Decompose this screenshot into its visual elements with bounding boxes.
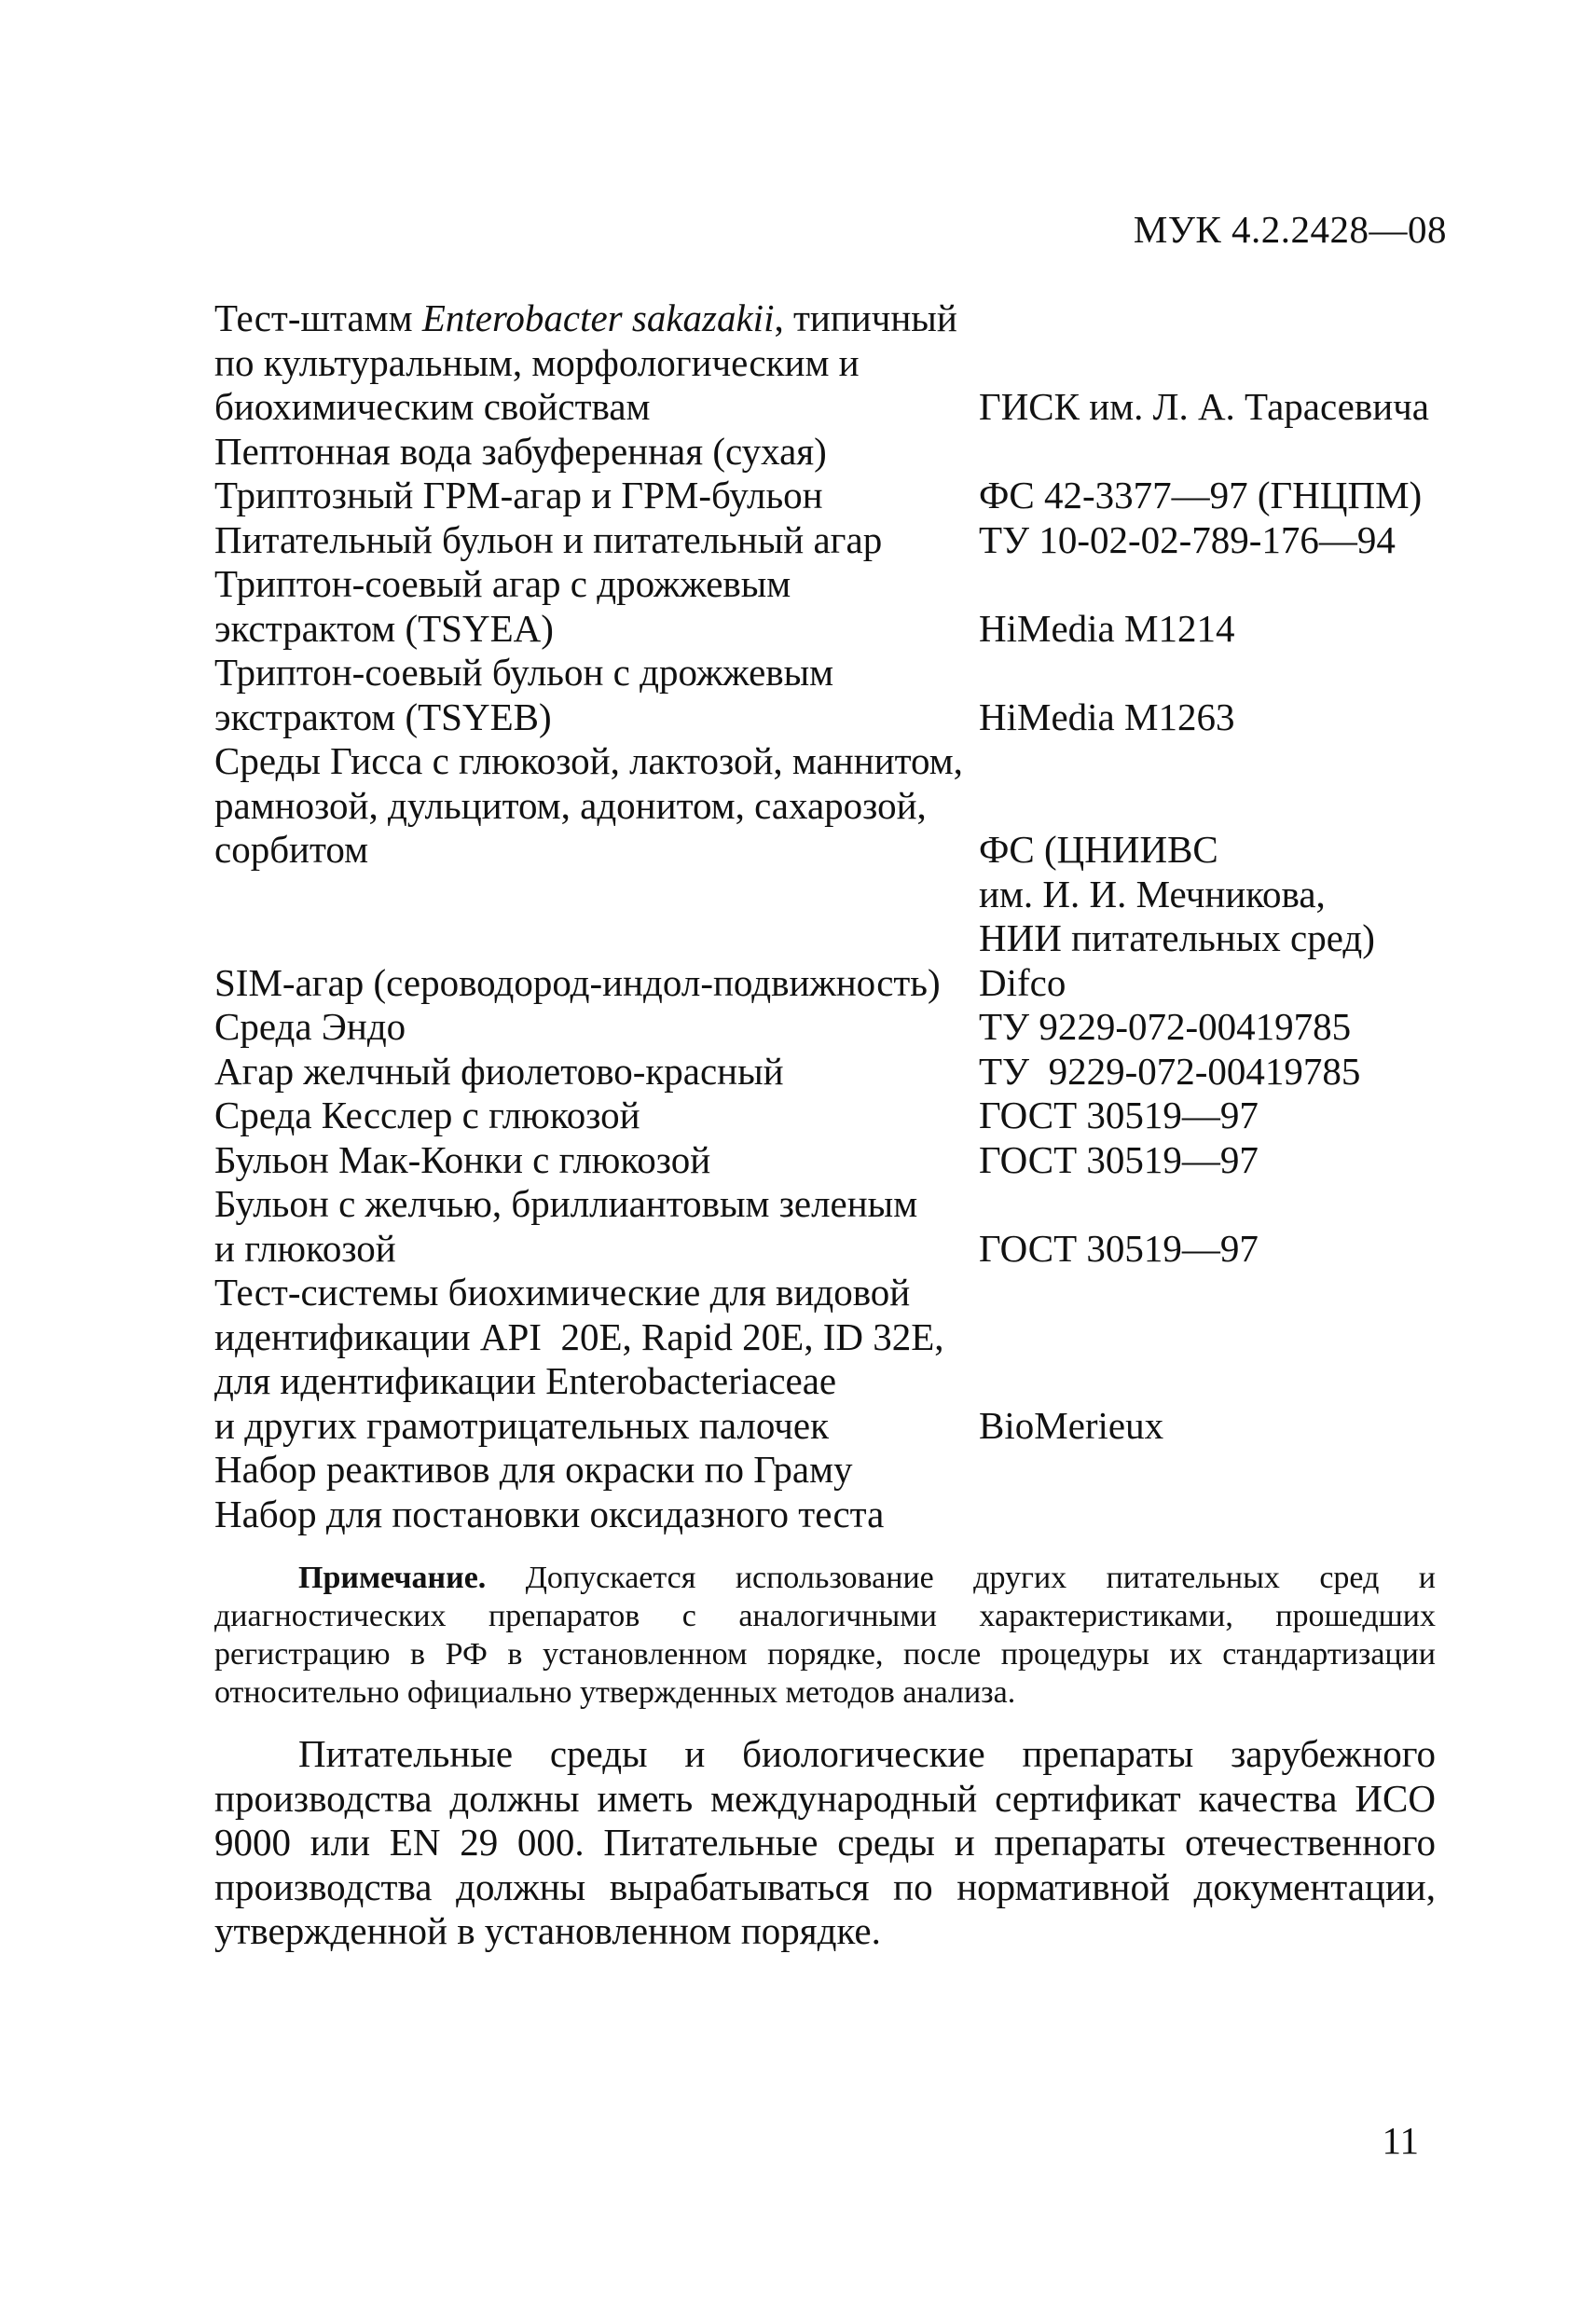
note-label: Примечание.: [298, 1561, 487, 1595]
item-name: Тест-штамм Enterobacter sakazakii, типичный по культуральным, морфологическим и биохимическим свойствам: [214, 296, 957, 428]
list-item: [214, 1493, 1473, 1537]
list-item: [214, 562, 1473, 651]
item-name: Среды Гисса с глюкозой, лактозой, маннитом, рамнозой, дульцитом, адонитом, сахарозой, сорбитом: [214, 739, 963, 871]
item-name: Бульон Мак-Конки с глюкозой: [214, 1137, 711, 1181]
item-name: Триптозный ГРМ-агар и ГРМ-бульон: [214, 474, 823, 516]
item-name: Пептонная вода забуференная (сухая): [214, 429, 827, 473]
list-item: [214, 1182, 1473, 1271]
note-paragraph: [214, 1559, 1436, 1712]
item-source: ГОСТ 30519—97: [979, 1226, 1259, 1270]
item-name: Агар желчный фиолетово-красный: [214, 1049, 784, 1093]
list-item: [214, 1094, 1473, 1138]
list-item: [214, 1271, 1473, 1448]
item-source: ФС (ЦНИИВС им. И. И. Мечникова, НИИ питательных сред): [979, 828, 1375, 959]
item-name: Среда Кесслер с глюкозой: [214, 1094, 640, 1136]
item-name: Набор реактивов для окраски по Граму: [214, 1448, 853, 1491]
list-item: [214, 296, 1473, 430]
list-item: [214, 961, 1473, 1006]
item-source: HiMedia M1263: [979, 695, 1235, 738]
item-source: ГОСТ 30519—97: [979, 1094, 1259, 1136]
list-item: [214, 1138, 1473, 1183]
item-name: Тест-системы биохимические для видовой идентификации API 20E, Rapid 20E, ID 32E, для идентификации Enterobacteriaceae и других грамотрицательных палочек: [214, 1271, 944, 1447]
item-source: ТУ 9229-072-00419785: [979, 1005, 1352, 1048]
list-item: [214, 474, 1473, 518]
item-source: BioMerieux: [979, 1403, 1164, 1447]
item-name: Триптон-соевый агар с дрожжевым экстрактом (TSYEA): [214, 562, 791, 650]
item-source: ФС 42-3377—97 (ГНЦПМ): [979, 474, 1423, 516]
item-source: Difco: [979, 960, 1066, 1004]
item-source: HiMedia M1214: [979, 606, 1235, 650]
list-item: [214, 651, 1473, 739]
item-name: Среда Эндо: [214, 1005, 406, 1048]
materials-list: [214, 296, 1473, 1536]
item-source: ТУ 9229-072-00419785: [979, 1049, 1361, 1093]
item-source: ТУ 10-02-02-789-176—94: [979, 517, 1396, 561]
list-item: [214, 518, 1473, 563]
list-item: [214, 1050, 1473, 1094]
item-name: Триптон-соевый бульон с дрожжевым экстрактом (TSYEB): [214, 651, 834, 738]
item-source: ГИСК им. Л. А. Тарасевича: [979, 385, 1429, 428]
page-number: 11: [1382, 2119, 1419, 2162]
list-item: [214, 1448, 1473, 1493]
item-name: Бульон с желчью, бриллиантовым зеленым и глюкозой: [214, 1182, 918, 1270]
item-source: ГОСТ 30519—97: [979, 1137, 1259, 1181]
item-name: Питательный бульон и питательный агар: [214, 517, 883, 561]
note-text: Допускается использование других питательных сред и диагностических препаратов с аналогичными характеристиками, прошедших регистрацию в РФ в установленном порядке, после процедуры их стандартизации относительно официально утвержденных методов анализа.: [214, 1561, 1436, 1710]
item-name: SIM-агар (сероводород-индол-подвижность): [214, 960, 941, 1004]
body-paragraph: Питательные среды и биологические препараты зарубежного производства должны иметь международный сертификат качества ИСО 9000 или EN 29 000. Питательные среды и препараты отечественного производства должны вырабатываться по нормативной документации, утвержденной в установленном порядке.: [214, 1732, 1436, 1952]
list-item: [214, 739, 1473, 961]
item-name: Набор для постановки оксидазного теста: [214, 1492, 885, 1535]
list-item: [214, 430, 1473, 475]
document-code-header: МУК 4.2.2428—08: [1133, 208, 1447, 251]
list-item: [214, 1005, 1473, 1050]
